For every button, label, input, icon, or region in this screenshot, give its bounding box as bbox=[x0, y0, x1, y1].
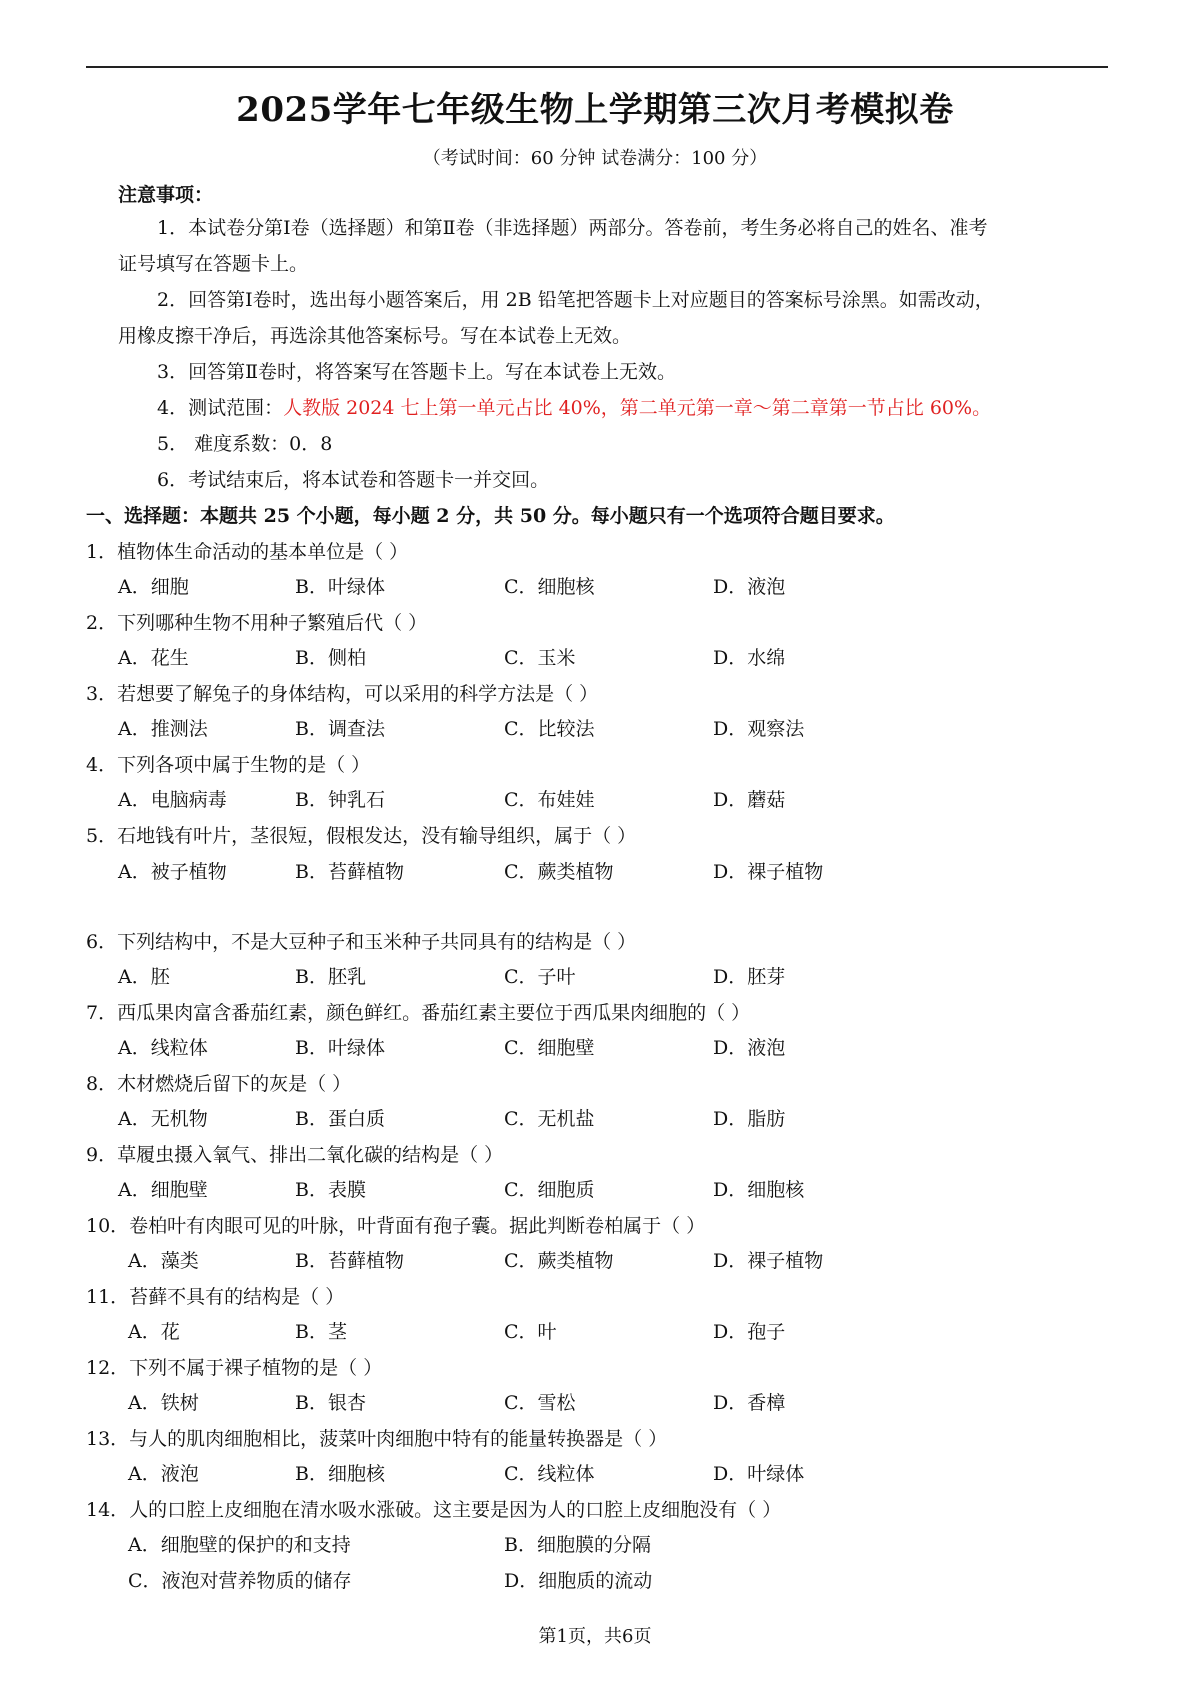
question-8-option-d: D．脂肪 bbox=[713, 1108, 786, 1130]
question-14-option-d: D．细胞质的流动 bbox=[504, 1570, 653, 1592]
question-5-option-a: A．被子植物 bbox=[118, 861, 227, 883]
question-2-option-d: D．水绵 bbox=[713, 647, 786, 669]
question-11-option-b: B．茎 bbox=[295, 1321, 347, 1343]
note-3: 3．回答第Ⅱ卷时，将答案写在答题卡上。写在本试卷上无效。 bbox=[157, 361, 677, 383]
question-2-option-c: C．玉米 bbox=[504, 647, 576, 669]
question-9-option-a: A．细胞壁 bbox=[118, 1179, 208, 1201]
header-rule bbox=[86, 66, 1108, 68]
question-11-stem: 11．苔藓不具有的结构是（ ） bbox=[86, 1286, 345, 1308]
question-5-stem: 5．石地钱有叶片，茎很短，假根发达，没有输导组织，属于（ ） bbox=[86, 825, 637, 847]
question-3-option-d: D．观察法 bbox=[713, 718, 805, 740]
note-4 bbox=[157, 394, 991, 422]
question-4-option-b: B．钟乳石 bbox=[295, 789, 385, 811]
exam-subtitle: （考试时间：60 分钟 试卷满分：100 分） bbox=[422, 148, 768, 169]
question-1-stem: 1．植物体生命活动的基本单位是（ ） bbox=[86, 541, 409, 563]
question-11-option-a: A．花 bbox=[128, 1321, 180, 1343]
question-7-stem: 7．西瓜果肉富含番茄红素，颜色鲜红。番茄红素主要位于西瓜果肉细胞的（ ） bbox=[86, 1002, 751, 1024]
question-10-stem: 10．卷柏叶有肉眼可见的叶脉，叶背面有孢子囊。据此判断卷柏属于（ ） bbox=[86, 1215, 706, 1237]
question-1-option-c: C．细胞核 bbox=[504, 576, 595, 598]
question-13-option-a: A．液泡 bbox=[128, 1463, 199, 1485]
question-3-stem: 3．若想要了解兔子的身体结构，可以采用的科学方法是（ ） bbox=[86, 683, 599, 705]
note-2-line-1: 2．回答第Ⅰ卷时，选出每小题答案后，用 2B 铅笔把答题卡上对应题目的答案标号涂黑。如需改动， bbox=[157, 289, 994, 311]
question-1-option-d: D．液泡 bbox=[713, 576, 786, 598]
question-2-stem: 2．下列哪种生物不用种子繁殖后代（ ） bbox=[86, 612, 428, 634]
question-3-option-a: A．推测法 bbox=[118, 718, 208, 740]
question-9-option-d: D．细胞核 bbox=[713, 1179, 805, 1201]
question-2-option-b: B．侧柏 bbox=[295, 647, 366, 669]
question-10-option-d: D．裸子植物 bbox=[713, 1250, 824, 1272]
note-5: 5． 难度系数：0．8 bbox=[157, 433, 333, 455]
question-14-option-b: B．细胞膜的分隔 bbox=[504, 1534, 651, 1556]
question-2-option-a: A．花生 bbox=[118, 647, 189, 669]
question-6-stem: 6．下列结构中，不是大豆种子和玉米种子共同具有的结构是（ ） bbox=[86, 931, 637, 953]
question-6-option-c: C．子叶 bbox=[504, 966, 576, 988]
note-1-line-1: 1．本试卷分第Ⅰ卷（选择题）和第Ⅱ卷（非选择题）两部分。答卷前，考生务必将自己的姓名、准考 bbox=[157, 217, 988, 239]
note-4-prefix: 4．测试范围： bbox=[157, 397, 284, 419]
question-9-stem: 9．草履虫摄入氧气、排出二氧化碳的结构是（ ） bbox=[86, 1144, 504, 1166]
question-7-option-b: B．叶绿体 bbox=[295, 1037, 385, 1059]
exam-title: 2025学年七年级生物上学期第三次月考模拟卷 bbox=[236, 90, 954, 130]
question-12-option-d: D．香樟 bbox=[713, 1392, 786, 1414]
question-14-stem: 14．人的口腔上皮细胞在清水吸水涨破。这主要是因为人的口腔上皮细胞没有（ ） bbox=[86, 1499, 782, 1521]
question-12-option-c: C．雪松 bbox=[504, 1392, 576, 1414]
question-1-option-a: A．细胞 bbox=[118, 576, 189, 598]
section-heading: 一、选择题：本题共 25 个小题，每小题 2 分，共 50 分。每小题只有一个选项符合题目要求。 bbox=[86, 505, 895, 527]
question-3-option-b: B．调查法 bbox=[295, 718, 385, 740]
note-2-line-2: 用橡皮擦干净后，再选涂其他答案标号。写在本试卷上无效。 bbox=[118, 325, 632, 347]
question-10-option-a: A．藻类 bbox=[128, 1250, 199, 1272]
question-12-option-a: A．铁树 bbox=[128, 1392, 199, 1414]
question-9-option-b: B．表膜 bbox=[295, 1179, 366, 1201]
question-5-option-b: B．苔藓植物 bbox=[295, 861, 404, 883]
question-4-option-a: A．电脑病毒 bbox=[118, 789, 227, 811]
question-7-option-a: A．线粒体 bbox=[118, 1037, 208, 1059]
question-7-option-c: C．细胞壁 bbox=[504, 1037, 595, 1059]
question-11-option-d: D．孢子 bbox=[713, 1321, 786, 1343]
question-6-option-b: B．胚乳 bbox=[295, 966, 366, 988]
note-4-scope: 人教版 2024 七上第一单元占比 40%，第二单元第一章～第二章第一节占比 60%。 bbox=[283, 397, 992, 419]
question-14-option-a: A．细胞壁的保护的和支持 bbox=[128, 1534, 351, 1556]
question-5-option-c: C．蕨类植物 bbox=[504, 861, 614, 883]
question-1-option-b: B．叶绿体 bbox=[295, 576, 385, 598]
question-13-option-d: D．叶绿体 bbox=[713, 1463, 805, 1485]
question-8-stem: 8．木材燃烧后留下的灰是（ ） bbox=[86, 1073, 352, 1095]
question-10-option-c: C．蕨类植物 bbox=[504, 1250, 614, 1272]
question-11-option-c: C．叶 bbox=[504, 1321, 557, 1343]
note-6: 6．考试结束后，将本试卷和答题卡一并交回。 bbox=[157, 469, 550, 491]
question-8-option-c: C．无机盐 bbox=[504, 1108, 595, 1130]
question-4-option-d: D．蘑菇 bbox=[713, 789, 786, 811]
question-5-option-d: D．裸子植物 bbox=[713, 861, 824, 883]
question-14-option-c: C．液泡对营养物质的储存 bbox=[128, 1570, 352, 1592]
page-number: 第1页，共6页 bbox=[538, 1626, 652, 1647]
question-8-option-b: B．蛋白质 bbox=[295, 1108, 385, 1130]
note-1-line-2: 证号填写在答题卡上。 bbox=[118, 253, 309, 275]
question-12-stem: 12．下列不属于裸子植物的是（ ） bbox=[86, 1357, 383, 1379]
notes-heading: 注意事项： bbox=[118, 184, 214, 206]
question-8-option-a: A．无机物 bbox=[118, 1108, 208, 1130]
question-13-option-b: B．细胞核 bbox=[295, 1463, 385, 1485]
question-3-option-c: C．比较法 bbox=[504, 718, 595, 740]
question-6-option-d: D．胚芽 bbox=[713, 966, 786, 988]
question-4-stem: 4．下列各项中属于生物的是（ ） bbox=[86, 754, 371, 776]
question-7-option-d: D．液泡 bbox=[713, 1037, 786, 1059]
question-6-option-a: A．胚 bbox=[118, 966, 170, 988]
question-9-option-c: C．细胞质 bbox=[504, 1179, 595, 1201]
question-10-option-b: B．苔藓植物 bbox=[295, 1250, 404, 1272]
question-12-option-b: B．银杏 bbox=[295, 1392, 366, 1414]
question-4-option-c: C．布娃娃 bbox=[504, 789, 595, 811]
question-13-stem: 13．与人的肌肉细胞相比，菠菜叶肉细胞中特有的能量转换器是（ ） bbox=[86, 1428, 668, 1450]
question-13-option-c: C．线粒体 bbox=[504, 1463, 595, 1485]
